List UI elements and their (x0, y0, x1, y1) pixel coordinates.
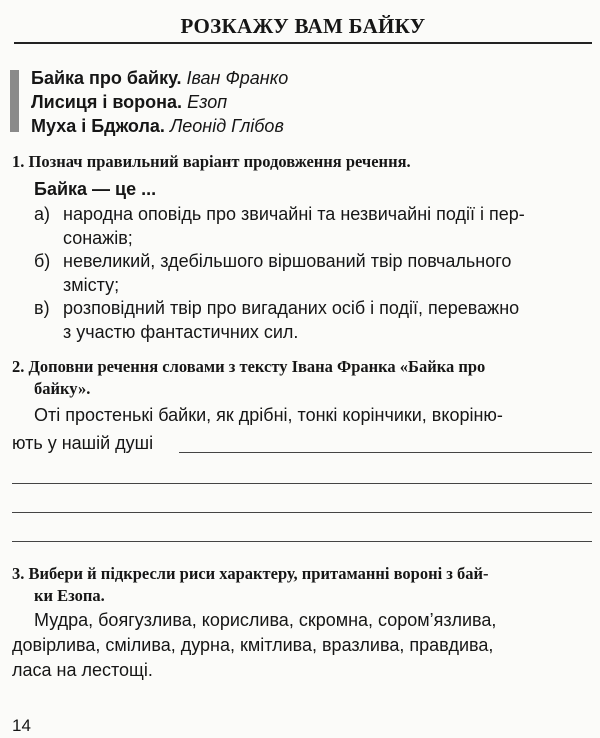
question-prompt: Доповни речення словами з тексту Івана Франка «Байка про (28, 357, 486, 376)
question-1-heading (12, 152, 411, 172)
chapter-header (14, 6, 592, 44)
page-number: 14 (12, 716, 31, 735)
option-a-text[interactable]: сонажів; (63, 228, 133, 248)
source-item (31, 116, 284, 137)
question-prompt: Познач правильний варіант продовження речення. (28, 152, 411, 171)
source-author: Іван Франко (186, 68, 289, 88)
option-b-label[interactable]: б) (34, 251, 51, 271)
option-a-text[interactable]: народна оповідь про звичайні та незвичайні події і пер- (63, 204, 525, 224)
source-title: Лисиця і ворона. (31, 92, 183, 112)
chapter-title: РОЗКАЖУ ВАМ БАЙКУ (180, 14, 426, 38)
question-number: 3. (12, 564, 25, 583)
option-c-text[interactable]: з участю фантастичних сил. (63, 322, 299, 342)
question-number: 2. (12, 357, 25, 376)
option-b-text[interactable]: невеликий, здебільшого віршований твір повчального (63, 251, 512, 271)
question-2-text: ють у нашій душі (12, 433, 154, 453)
question-3-text[interactable]: ласа на лестощі. (12, 660, 153, 680)
source-item (31, 92, 227, 113)
question-2-heading-cont: байку». (34, 379, 91, 398)
answer-line[interactable] (179, 452, 592, 453)
question-3-heading (12, 564, 489, 584)
source-item (31, 68, 288, 89)
question-prompt: Вибери й підкресли риси характеру, притаманні вороні з бай- (28, 564, 489, 583)
option-b-text[interactable]: змісту; (63, 275, 120, 295)
question-3-text[interactable]: довірлива, смілива, дурна, кмітлива, вразлива, правдива, (12, 635, 494, 655)
answer-line[interactable] (12, 512, 592, 513)
question-1-stem: Байка — це ... (34, 179, 157, 199)
answer-line[interactable] (12, 541, 592, 542)
question-3-text[interactable]: Мудра, боягузлива, корислива, скромна, сором’язлива, (34, 610, 497, 630)
question-3-heading-cont: ки Езопа. (34, 586, 105, 605)
option-c-text[interactable]: розповідний твір про вигаданих осіб і події, переважно (63, 298, 520, 318)
option-a-label[interactable]: а) (34, 204, 51, 224)
answer-line[interactable] (12, 483, 592, 484)
source-title: Муха і Бджола. (31, 116, 165, 136)
source-author: Езоп (187, 92, 228, 112)
question-2-text: Оті простенькі байки, як дрібні, тонкі корінчики, вкоріню- (34, 405, 503, 425)
question-number: 1. (12, 152, 25, 171)
option-c-label[interactable]: в) (34, 298, 50, 318)
source-title: Байка про байку. (31, 68, 182, 88)
source-author: Леонід Глібов (169, 116, 284, 136)
question-2-heading (12, 357, 485, 377)
sources-side-bar (10, 70, 19, 132)
